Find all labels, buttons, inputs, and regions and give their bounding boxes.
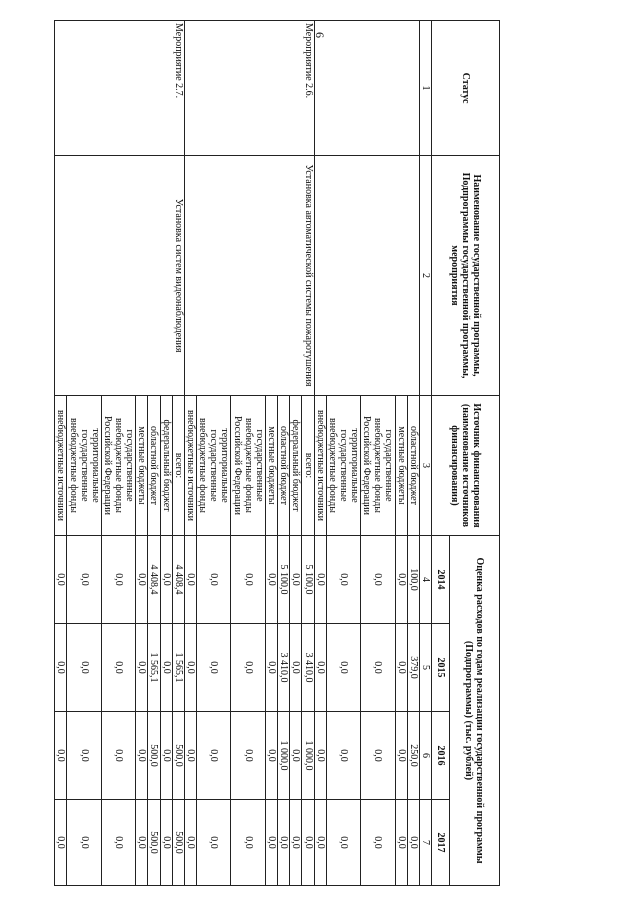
value-cell: 0,0 bbox=[184, 712, 196, 800]
value-cell: 500,0 bbox=[148, 800, 160, 886]
value-cell: 0,0 bbox=[290, 624, 302, 712]
value-cell: 1 565,1 bbox=[172, 624, 184, 712]
value-cell: 1 000,0 bbox=[278, 712, 290, 800]
measure-status: Мероприятие 2.6. bbox=[184, 21, 314, 156]
value-cell: 0,0 bbox=[101, 624, 135, 712]
column-number: 5 bbox=[420, 624, 432, 712]
value-cell: 0,0 bbox=[197, 536, 231, 624]
value-cell: 0,0 bbox=[101, 536, 135, 624]
source-cell: внебюджетные источники bbox=[314, 396, 326, 536]
column-number: 4 bbox=[420, 536, 432, 624]
value-cell: 5 100,0 bbox=[278, 536, 290, 624]
measure-status: Мероприятие 2.7. bbox=[55, 21, 185, 156]
value-cell: 0,0 bbox=[197, 712, 231, 800]
header-year: 2015 bbox=[432, 624, 450, 712]
value-cell: 0,0 bbox=[265, 624, 277, 712]
value-cell: 0,0 bbox=[67, 712, 101, 800]
column-number: 6 bbox=[420, 712, 432, 800]
value-cell: 0,0 bbox=[136, 800, 148, 886]
source-cell: территориальные государственные внебюджетные фонды bbox=[197, 396, 231, 536]
value-cell: 0,0 bbox=[231, 536, 265, 624]
source-cell: местные бюджеты bbox=[395, 396, 407, 536]
value-cell: 0,0 bbox=[361, 536, 395, 624]
value-cell: 0,0 bbox=[314, 712, 326, 800]
value-cell: 0,0 bbox=[67, 800, 101, 886]
value-cell: 379,0 bbox=[407, 624, 419, 712]
source-cell: федеральный бюджет bbox=[290, 396, 302, 536]
value-cell: 0,0 bbox=[101, 800, 135, 886]
header-status: Статус bbox=[432, 21, 500, 156]
value-cell: 0,0 bbox=[395, 800, 407, 886]
value-cell: 0,0 bbox=[290, 536, 302, 624]
value-cell: 0,0 bbox=[160, 624, 172, 712]
value-cell: 0,0 bbox=[136, 624, 148, 712]
value-cell: 0,0 bbox=[184, 624, 196, 712]
expenses-table bbox=[54, 20, 500, 886]
measure-name: Установка систем видеонаблюдения bbox=[55, 156, 185, 396]
column-number: 2 bbox=[420, 156, 432, 396]
source-cell: государственные внебюджетные фонды Российской Федерации bbox=[231, 396, 265, 536]
value-cell: 0,0 bbox=[160, 712, 172, 800]
source-cell: территориальные государственные внебюджетные фонды bbox=[326, 396, 360, 536]
value-cell: 0,0 bbox=[184, 800, 196, 886]
value-cell: 0,0 bbox=[231, 800, 265, 886]
value-cell: 0,0 bbox=[290, 800, 302, 886]
source-cell: территориальные государственные внебюджетные фонды bbox=[67, 396, 101, 536]
source-cell: областной бюджет bbox=[407, 396, 419, 536]
value-cell: 0,0 bbox=[160, 800, 172, 886]
value-cell: 0,0 bbox=[407, 800, 419, 886]
column-number: 7 bbox=[420, 800, 432, 886]
source-cell: государственные внебюджетные фонды Российской Федерации bbox=[361, 396, 395, 536]
value-cell: 0,0 bbox=[136, 712, 148, 800]
value-cell: 0,0 bbox=[184, 536, 196, 624]
value-cell: 0,0 bbox=[290, 712, 302, 800]
value-cell: 0,0 bbox=[55, 712, 67, 800]
value-cell: 0,0 bbox=[314, 624, 326, 712]
header-year: 2017 bbox=[432, 800, 450, 886]
value-cell: 1 565,1 bbox=[148, 624, 160, 712]
value-cell: 0,0 bbox=[278, 800, 290, 886]
value-cell: 4 408,4 bbox=[148, 536, 160, 624]
source-cell: государственные внебюджетные фонды Российской Федерации bbox=[101, 396, 135, 536]
value-cell: 0,0 bbox=[67, 536, 101, 624]
source-cell: областной бюджет bbox=[278, 396, 290, 536]
value-cell: 0,0 bbox=[231, 624, 265, 712]
value-cell: 0,0 bbox=[67, 624, 101, 712]
value-cell: 250,0 bbox=[407, 712, 419, 800]
table-row bbox=[407, 21, 419, 886]
source-cell: внебюджетные источники bbox=[55, 396, 67, 536]
value-cell: 0,0 bbox=[326, 712, 360, 800]
value-cell: 500,0 bbox=[172, 712, 184, 800]
page-number: 6 bbox=[313, 32, 327, 38]
header-year: 2014 bbox=[432, 536, 450, 624]
source-cell: областной бюджет bbox=[148, 396, 160, 536]
source-cell: местные бюджеты bbox=[136, 396, 148, 536]
value-cell: 0,0 bbox=[314, 536, 326, 624]
value-cell: 4 408,4 bbox=[172, 536, 184, 624]
value-cell: 0,0 bbox=[265, 536, 277, 624]
value-cell: 0,0 bbox=[231, 712, 265, 800]
value-cell: 0,0 bbox=[326, 800, 360, 886]
value-cell: 0,0 bbox=[197, 800, 231, 886]
value-cell: 0,0 bbox=[55, 624, 67, 712]
value-cell: 0,0 bbox=[136, 536, 148, 624]
value-cell: 0,0 bbox=[395, 624, 407, 712]
source-cell: местные бюджеты bbox=[265, 396, 277, 536]
value-cell: 3 410,0 bbox=[278, 624, 290, 712]
value-cell: 3 410,0 bbox=[302, 624, 314, 712]
value-cell: 0,0 bbox=[361, 624, 395, 712]
source-cell: федеральный бюджет bbox=[160, 396, 172, 536]
header-source: Источник финансирования (наименование источников финансирования) bbox=[432, 396, 500, 536]
measure-name: Установка автоматической системы пожаротушения bbox=[184, 156, 314, 396]
header-estimate: Оценка расходов по годам реализации государственной программы (Подпрограммы) (тыс. рублей) bbox=[450, 536, 500, 886]
value-cell: 0,0 bbox=[361, 800, 395, 886]
rotated-sheet bbox=[54, 20, 500, 885]
value-cell: 0,0 bbox=[101, 712, 135, 800]
source-cell: всего: bbox=[172, 396, 184, 536]
value-cell: 0,0 bbox=[55, 536, 67, 624]
value-cell: 0,0 bbox=[265, 712, 277, 800]
value-cell: 0,0 bbox=[302, 800, 314, 886]
value-cell: 500,0 bbox=[172, 800, 184, 886]
value-cell: 0,0 bbox=[326, 536, 360, 624]
value-cell: 0,0 bbox=[361, 712, 395, 800]
table-row bbox=[302, 21, 314, 886]
status-cell-empty bbox=[314, 21, 419, 156]
table-row bbox=[172, 21, 184, 886]
value-cell: 0,0 bbox=[197, 624, 231, 712]
value-cell: 0,0 bbox=[395, 712, 407, 800]
value-cell: 1 000,0 bbox=[302, 712, 314, 800]
source-cell: внебюджетные источники bbox=[184, 396, 196, 536]
value-cell: 0,0 bbox=[326, 624, 360, 712]
header-year: 2016 bbox=[432, 712, 450, 800]
column-number: 3 bbox=[420, 396, 432, 536]
value-cell: 0,0 bbox=[265, 800, 277, 886]
value-cell: 0,0 bbox=[160, 536, 172, 624]
header-name: Наименование государственной программы, Подпрограммы государственной программы, мероприятия bbox=[432, 156, 500, 396]
column-number: 1 bbox=[420, 21, 432, 156]
source-cell: всего: bbox=[302, 396, 314, 536]
value-cell: 500,0 bbox=[148, 712, 160, 800]
value-cell: 0,0 bbox=[55, 800, 67, 886]
value-cell: 5 100,0 bbox=[302, 536, 314, 624]
value-cell: 100,0 bbox=[407, 536, 419, 624]
name-cell-empty bbox=[314, 156, 419, 396]
value-cell: 0,0 bbox=[314, 800, 326, 886]
value-cell: 0,0 bbox=[395, 536, 407, 624]
